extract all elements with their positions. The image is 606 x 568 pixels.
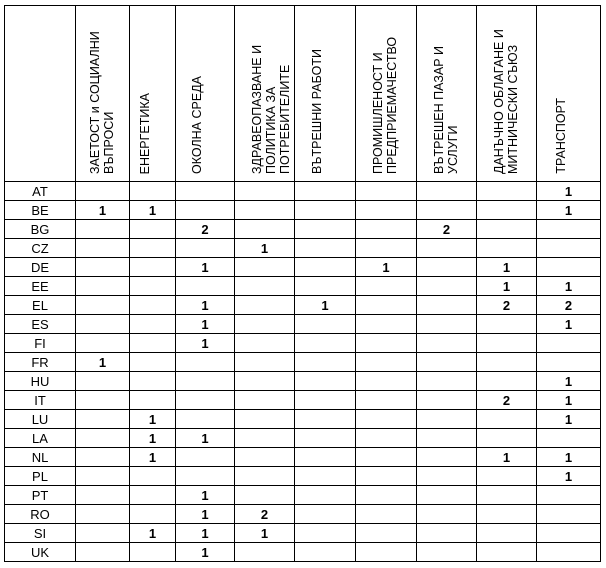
column-header-label: ТРАНСПОРТ [553, 98, 568, 174]
table-cell [295, 353, 356, 372]
table-cell: 1 [130, 410, 176, 429]
table-row [5, 277, 601, 296]
table-cell [76, 410, 130, 429]
table-row [5, 505, 601, 524]
table-cell [235, 296, 295, 315]
table-cell [356, 239, 417, 258]
table-row [5, 258, 601, 277]
table-row [5, 182, 601, 201]
column-header [176, 6, 235, 182]
table-cell [356, 448, 417, 467]
table-cell [130, 277, 176, 296]
table-cell [477, 429, 537, 448]
country-code: UK [5, 543, 76, 562]
table-body [5, 182, 601, 562]
country-code: DE [5, 258, 76, 277]
table-row [5, 239, 601, 258]
table-cell [76, 296, 130, 315]
table-cell: 1 [235, 239, 295, 258]
table-cell [76, 182, 130, 201]
table-cell [235, 486, 295, 505]
table-row [5, 372, 601, 391]
table-cell [235, 372, 295, 391]
table-cell [295, 220, 356, 239]
table-cell [356, 201, 417, 220]
table-cell [76, 467, 130, 486]
table-cell [295, 391, 356, 410]
table-cell [477, 505, 537, 524]
table-cell [417, 277, 477, 296]
table-row [5, 201, 601, 220]
table-cell [235, 410, 295, 429]
table-cell [176, 353, 235, 372]
table-cell [356, 467, 417, 486]
country-code: CZ [5, 239, 76, 258]
table-cell [235, 220, 295, 239]
table-cell [537, 429, 601, 448]
table-cell [477, 182, 537, 201]
table-cell [295, 182, 356, 201]
table-row [5, 296, 601, 315]
table-cell: 1 [235, 524, 295, 543]
table-cell [76, 524, 130, 543]
table-cell [130, 486, 176, 505]
table-cell: 2 [417, 220, 477, 239]
table-cell [130, 296, 176, 315]
infringement-table [4, 5, 601, 562]
table-cell [235, 334, 295, 353]
country-code: LA [5, 429, 76, 448]
table-cell [356, 391, 417, 410]
table-cell: 1 [537, 410, 601, 429]
table-row [5, 467, 601, 486]
table-cell [235, 353, 295, 372]
table-row [5, 448, 601, 467]
country-code: ES [5, 315, 76, 334]
table-cell: 1 [176, 429, 235, 448]
country-code: BE [5, 201, 76, 220]
column-header-label: ДАНЪЧНО ОБЛАГАНЕ И МИТНИЧЕСКИ СЪЮЗ [491, 29, 520, 174]
table-cell [76, 239, 130, 258]
table-cell [477, 543, 537, 562]
table-cell [537, 505, 601, 524]
table-cell [295, 372, 356, 391]
table-cell [295, 258, 356, 277]
column-header-label: ЕНЕРГЕТИКА [137, 92, 152, 174]
table-cell [295, 315, 356, 334]
table-cell [130, 372, 176, 391]
table-row [5, 315, 601, 334]
table-row [5, 353, 601, 372]
table-cell [76, 429, 130, 448]
table-cell: 1 [130, 429, 176, 448]
table-cell [477, 410, 537, 429]
table-cell [76, 543, 130, 562]
table-cell [417, 296, 477, 315]
country-code: BG [5, 220, 76, 239]
table-cell [356, 543, 417, 562]
table-cell [356, 353, 417, 372]
table-cell [295, 429, 356, 448]
table-cell: 1 [76, 353, 130, 372]
table-cell [76, 258, 130, 277]
table-cell [130, 467, 176, 486]
table-cell [295, 277, 356, 296]
table-cell: 1 [477, 448, 537, 467]
table-cell [537, 524, 601, 543]
table-cell [176, 410, 235, 429]
table-cell: 1 [176, 258, 235, 277]
country-code: PL [5, 467, 76, 486]
column-header-label: ОКОЛНА СРЕДА [190, 76, 204, 174]
table-cell [537, 486, 601, 505]
table-cell [235, 448, 295, 467]
table-cell [295, 543, 356, 562]
country-code: EL [5, 296, 76, 315]
table-cell [235, 258, 295, 277]
table-cell: 1 [176, 334, 235, 353]
table-cell [417, 505, 477, 524]
table-cell [356, 277, 417, 296]
table-cell [417, 429, 477, 448]
table-cell [295, 467, 356, 486]
table-row [5, 524, 601, 543]
table-cell [417, 372, 477, 391]
table-cell [176, 182, 235, 201]
table-cell: 1 [176, 296, 235, 315]
table-cell [295, 448, 356, 467]
table-cell: 2 [477, 296, 537, 315]
country-code: HU [5, 372, 76, 391]
table-cell [176, 277, 235, 296]
table-cell [130, 258, 176, 277]
table-cell [417, 448, 477, 467]
table-cell [76, 334, 130, 353]
table-cell: 1 [537, 372, 601, 391]
table-cell [417, 486, 477, 505]
table-cell [76, 315, 130, 334]
table-cell: 1 [477, 258, 537, 277]
table-cell [235, 467, 295, 486]
table-cell [477, 220, 537, 239]
column-header [477, 6, 537, 182]
country-code: LU [5, 410, 76, 429]
table-row [5, 543, 601, 562]
table-cell [417, 391, 477, 410]
table-cell [76, 277, 130, 296]
table-cell: 1 [130, 448, 176, 467]
table-cell [176, 448, 235, 467]
table-cell [295, 239, 356, 258]
column-header [417, 6, 477, 182]
table-cell: 1 [477, 277, 537, 296]
table-cell: 1 [176, 505, 235, 524]
table-cell [417, 239, 477, 258]
table-cell: 1 [176, 543, 235, 562]
table-cell [356, 505, 417, 524]
table-cell: 1 [537, 277, 601, 296]
table-cell [417, 201, 477, 220]
table-cell: 1 [130, 524, 176, 543]
column-header [537, 6, 601, 182]
table-cell [76, 220, 130, 239]
table-cell [477, 315, 537, 334]
table-cell [76, 448, 130, 467]
table-cell [235, 277, 295, 296]
table-row [5, 429, 601, 448]
table-cell [356, 334, 417, 353]
table-cell [176, 239, 235, 258]
table-cell [76, 372, 130, 391]
table-cell [76, 486, 130, 505]
table-cell: 1 [537, 467, 601, 486]
table-cell [477, 524, 537, 543]
column-header-label: ПРОМИШЛЕНОСТ И ПРЕДПРИЕМАЧЕСТВО [371, 36, 399, 174]
country-code: IT [5, 391, 76, 410]
table-cell [477, 239, 537, 258]
table-cell [176, 391, 235, 410]
table-cell: 1 [356, 258, 417, 277]
table-cell [130, 505, 176, 524]
table-cell [477, 353, 537, 372]
table-cell: 2 [537, 296, 601, 315]
table-cell [356, 315, 417, 334]
table-cell [295, 201, 356, 220]
table-cell: 1 [537, 448, 601, 467]
country-code: PT [5, 486, 76, 505]
table-row [5, 334, 601, 353]
table-row [5, 220, 601, 239]
table-cell [76, 505, 130, 524]
table-cell [130, 182, 176, 201]
table-cell [176, 201, 235, 220]
country-code: AT [5, 182, 76, 201]
country-code: SI [5, 524, 76, 543]
table-cell [477, 372, 537, 391]
table-row [5, 391, 601, 410]
corner-cell [5, 6, 76, 182]
column-header [235, 6, 295, 182]
country-code: EE [5, 277, 76, 296]
table-cell [295, 505, 356, 524]
table-cell [235, 201, 295, 220]
table-cell [356, 372, 417, 391]
table-cell [356, 296, 417, 315]
header-row [5, 6, 601, 182]
table-cell [130, 391, 176, 410]
table-cell [417, 467, 477, 486]
table-cell [235, 391, 295, 410]
table-cell [356, 429, 417, 448]
table-cell [356, 486, 417, 505]
table-cell [417, 543, 477, 562]
table-cell [235, 182, 295, 201]
table-cell: 1 [130, 201, 176, 220]
table-cell: 1 [176, 486, 235, 505]
table-cell [477, 467, 537, 486]
table-cell [537, 239, 601, 258]
table-cell [295, 486, 356, 505]
table-cell: 2 [235, 505, 295, 524]
table-cell [537, 543, 601, 562]
column-header-label: ВЪТРЕШНИ РАБОТИ [310, 48, 324, 174]
table-cell [235, 543, 295, 562]
table-cell [130, 334, 176, 353]
table-cell [417, 353, 477, 372]
table-cell [235, 429, 295, 448]
table-cell: 1 [537, 391, 601, 410]
table-cell [295, 410, 356, 429]
table-cell [295, 524, 356, 543]
column-header-label: ВЪТРЕШЕН ПАЗАР И УСЛУГИ [431, 46, 460, 174]
country-code: NL [5, 448, 76, 467]
table-cell [356, 524, 417, 543]
table-cell [477, 486, 537, 505]
table-cell: 1 [176, 315, 235, 334]
country-code: FR [5, 353, 76, 372]
table-row [5, 486, 601, 505]
country-code: FI [5, 334, 76, 353]
table-cell [356, 410, 417, 429]
table-cell: 2 [176, 220, 235, 239]
table-cell [295, 334, 356, 353]
table-cell [130, 315, 176, 334]
country-code: RO [5, 505, 76, 524]
table-cell [235, 315, 295, 334]
table-cell [130, 353, 176, 372]
table-cell [417, 315, 477, 334]
column-header [295, 6, 356, 182]
table-cell [130, 239, 176, 258]
table-row [5, 410, 601, 429]
table-cell [76, 391, 130, 410]
table-cell [417, 334, 477, 353]
table-cell: 1 [76, 201, 130, 220]
table-cell [537, 334, 601, 353]
column-header-label: ЗДРАВЕОПАЗВАНЕ И ПОЛИТИКА ЗА ПОТРЕБИТЕЛИТЕ [249, 44, 292, 174]
table-cell [417, 410, 477, 429]
column-header [76, 6, 130, 182]
table-cell: 1 [537, 182, 601, 201]
table-cell [477, 201, 537, 220]
column-header-label: ЗАЕТОСТ и СОЦИАЛНИ ВЪПРОСИ [87, 31, 116, 174]
table-cell [477, 334, 537, 353]
table-cell [417, 182, 477, 201]
table-cell [537, 258, 601, 277]
table-cell [417, 258, 477, 277]
table-cell [176, 467, 235, 486]
column-header [356, 6, 417, 182]
table-cell: 1 [537, 315, 601, 334]
table-cell: 1 [295, 296, 356, 315]
table-cell [356, 182, 417, 201]
column-header [130, 6, 176, 182]
table-cell [130, 543, 176, 562]
table-cell: 1 [537, 201, 601, 220]
table-cell: 2 [477, 391, 537, 410]
table-cell [417, 524, 477, 543]
table-cell [537, 353, 601, 372]
table-cell: 1 [176, 524, 235, 543]
table-cell [356, 220, 417, 239]
table-cell [176, 372, 235, 391]
table-cell [130, 220, 176, 239]
table-cell [537, 220, 601, 239]
